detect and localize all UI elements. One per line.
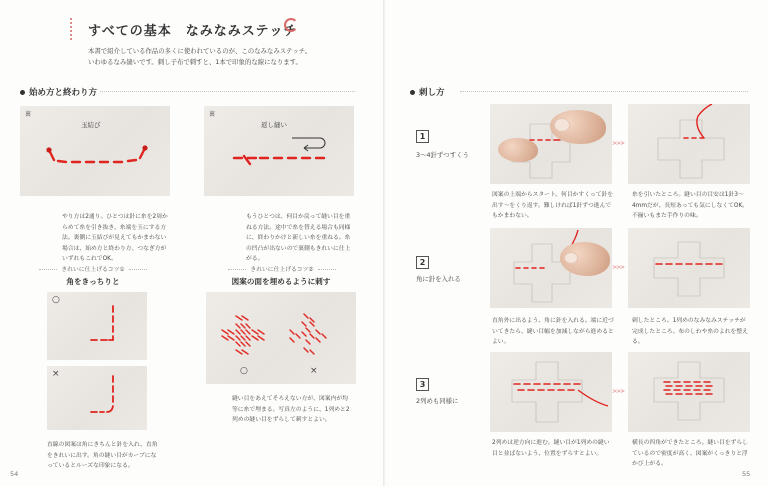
step-label: 3〜4針ずつすくう: [416, 151, 469, 159]
grid-stitch-illustration: [628, 228, 750, 308]
tip1-heading: きれいに仕上げるコツ①: [30, 264, 156, 273]
grid-stitch-illustration: [628, 352, 750, 432]
tip2-title: 図案の面を埋めるように刺す: [231, 277, 331, 286]
step-label: 角に針を入れる: [416, 275, 461, 283]
thumb-illustration: [498, 138, 538, 162]
photo-step3b: [628, 352, 750, 432]
section-heading-how-to: 刺し方: [410, 86, 445, 98]
photo-step2b: [628, 228, 750, 308]
step-number: 2: [416, 256, 429, 269]
backstitch-illustration: [204, 106, 354, 196]
intro-line: 本書で紹介している作品の多くに使われているのが、このなみなみステッチ。: [88, 47, 312, 55]
step-number: 1: [416, 130, 429, 143]
bad-mark: ×: [310, 366, 318, 376]
good-mark: ○: [52, 295, 60, 305]
title-dotted-bar: [70, 18, 78, 40]
corner-bad-illustration: [47, 366, 147, 430]
grid-stitch-illustration: [490, 352, 612, 432]
finger-illustration: [560, 242, 610, 276]
good-mark: ○: [240, 366, 248, 376]
step2-text-b: 刺したところ。1列めのなみなみステッチが完成したところ。布のしわや糸のよれを整える。: [632, 318, 748, 345]
knot-stitch-illustration: [20, 106, 170, 196]
title-block: [70, 14, 310, 44]
page-number-right: 55: [742, 470, 751, 478]
section-divider: [100, 91, 355, 92]
photo-corner-bad: [47, 366, 147, 430]
photo-fill-compare: [206, 292, 356, 384]
step1-text-a: 図案の上端からスタート。何目かすくって針を出す〜をくり返す。難しければ1針ずつ進んでもかまわない。: [492, 192, 614, 219]
page-number-left: 54: [10, 470, 19, 478]
back-tag: 裏: [209, 111, 216, 118]
step3-text-b: 横長の四角ができたところ。縫い目をずらしているので密度が高く、図案がくっきりと浮かび上がる。: [632, 440, 748, 467]
swirl-icon: [284, 18, 298, 32]
photo-step2a: [490, 228, 612, 308]
panel2-text: もうひとつは、何目か戻って縫い目を重ねる方法。途中で糸を替える場合も同様に、終わりかけと新しい糸を重ねる。糸の凹凸が出ないので裏側もきれいに仕上がる。: [246, 214, 351, 262]
page-title: すべての基本 なみなみステッチ: [88, 24, 298, 39]
tip2-heading: きれいに仕上げるコツ②: [212, 264, 352, 273]
corner-good-illustration: [47, 292, 147, 360]
intro-text: [88, 46, 338, 68]
section-heading-start-end: 始め方と終わり方: [20, 86, 97, 98]
step1-text-b: 糸を引いたところ。縫い目の目安は1針3〜4mmだが、長短あっても気にしなくてOK。不揃いもまた手作りの味。: [632, 192, 749, 219]
photo-caption: 玉結び: [81, 121, 101, 129]
bullet-icon: [20, 90, 25, 95]
photo-knot: [20, 106, 170, 196]
photo-backstitch: [204, 106, 354, 196]
panel1-text: やり方は2通り。ひとつは針に糸を2周からめて糸を引き抜き、糸端を玉にする方法。裏側に玉結びが見えてもかまわない場合は、始め方と終わり方、つなぎ方がいずれもこれでOK。: [62, 214, 168, 262]
finger-illustration: [550, 110, 606, 144]
cross-fill-illustration: [206, 292, 356, 384]
photo-step1b: [628, 104, 750, 184]
page-gutter: [383, 0, 385, 486]
step2-text-a: 直角外に出るよう、角に針を入れる。端に近づいてきたら、縫い目幅を加減しながら進めるとよい。: [492, 318, 614, 345]
step-label: 2列めも同様に: [416, 397, 459, 405]
step3-text-a: 2列めは逆方向に進む。縫い目が1列めの縫い目と並ばないよう、位置をずらすとよい。: [492, 440, 610, 457]
grid-stitch-illustration: [628, 104, 750, 184]
tip1-text: 直線の図案は角にきちんと針を入れ、直角をきれいに出す。角の縫い目がカーブになっているとルーズな印象になる。: [47, 442, 158, 469]
photo-caption: 返し縫い: [261, 121, 287, 129]
bad-mark: ×: [52, 369, 60, 379]
section-divider: [460, 91, 748, 92]
bullet-icon: [410, 90, 415, 95]
photo-step1a: [490, 104, 612, 184]
tip2-text: 縫い目をあえてそろえない方が、図案内が均等に糸で埋まる。写真左のように、1列めと2列めの縫い目をずらして刺すとよい。: [232, 396, 350, 423]
step-number: 3: [416, 378, 429, 391]
arrow-icon: >>>: [612, 140, 625, 147]
tip1-title: 角をきっちりと: [66, 277, 120, 286]
back-tag: 裏: [25, 111, 32, 118]
photo-step3a: [490, 352, 612, 432]
arrow-icon: >>>: [612, 388, 625, 395]
photo-corner-good: [47, 292, 147, 360]
intro-line: いわゆるなみ縫いです。刺し子布で刺すと、1本で印象的な線になります。: [88, 58, 302, 66]
arrow-icon: >>>: [612, 264, 625, 271]
